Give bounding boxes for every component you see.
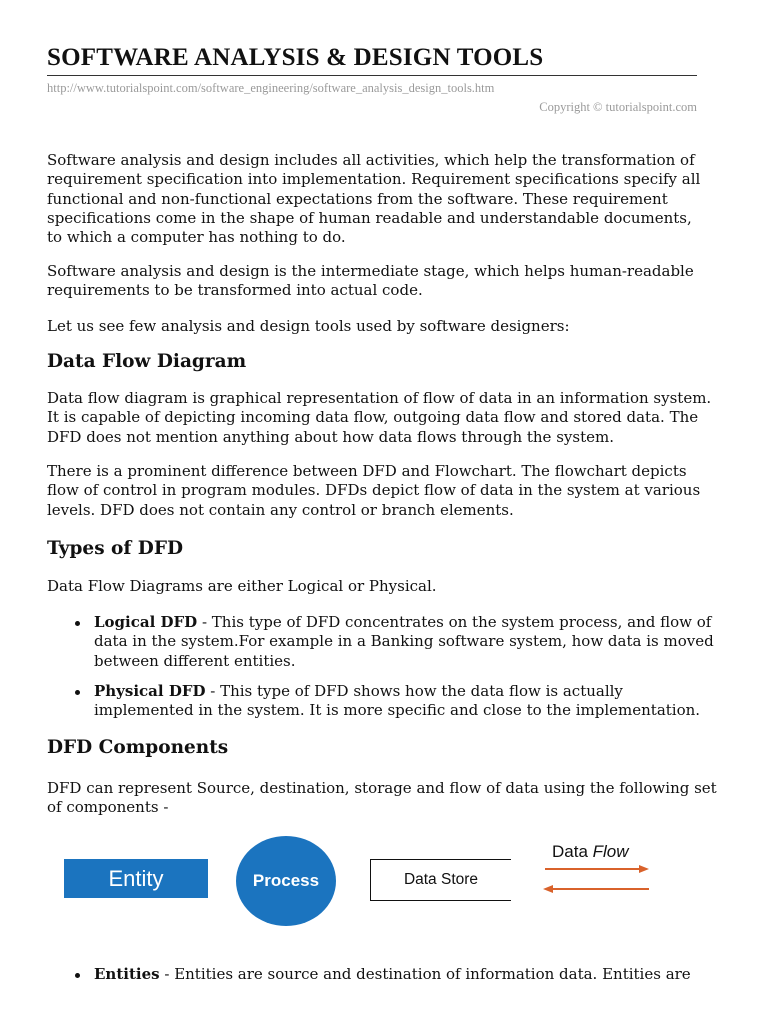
text-line: levels. DFD does not contain any control or branch elements. [47,500,514,519]
intro-paragraph-2 [47,262,707,301]
left-arrowhead-icon [543,885,553,893]
section-heading-data-flow-diagram: Data Flow Diagram [47,351,247,372]
bullet-icon [75,973,80,978]
text-line: It is capable of depicting incoming data flow, outgoing data flow and stored data. The [47,408,699,427]
components-paragraph [47,779,717,818]
list-item-term: Logical DFD [94,613,198,631]
data-store-label: Data Store [403,871,479,888]
data-flow-label [552,842,629,862]
text-line: data in the system.For example in a Banking software system, how data is moved [94,632,714,651]
data-flow-arrows-icon [541,864,651,894]
data-flow-label-regular: Data [552,842,593,861]
section-heading-types-of-dfd: Types of DFD [47,538,184,559]
process-shape [236,836,336,926]
entity-shape [64,859,208,898]
text-line: Software analysis and design is the intermediate stage, which helps human-readable [47,262,694,280]
list-item-text: - This type of DFD shows how the data flow is actually [205,682,623,700]
source-url[interactable]: http://www.tutorialspoint.com/software_engineering/software_analysis_design_tools.htm [47,81,495,95]
text-line: to which a computer has nothing to do. [47,228,346,247]
text-line: There is a prominent difference between DFD and Flowchart. The flowchart depicts [47,462,687,480]
text-line: functional and non-functional expectations from the software. These requirement [47,189,668,208]
process-label: Process [252,871,320,890]
text-line: DFD does not mention anything about how data flows through the system. [47,427,614,446]
dfd-paragraph-2 [47,462,707,520]
text-line: Data Flow Diagrams are either Logical or Physical. [47,577,437,595]
intro-paragraph-1 [47,151,707,247]
text-line: Data flow diagram is graphical representation of flow of data in an information system. [47,389,712,407]
list-item-term: Entities [94,965,160,983]
text-line: implemented in the system. It is more specific and close to the implementation. [94,701,701,720]
list-item-text: - This type of DFD concentrates on the system process, and flow of [197,613,712,631]
document-title: SOFTWARE ANALYSIS & DESIGN TOOLS [47,44,544,71]
intro-paragraph-3 [47,317,707,336]
entity-label: Entity [108,865,164,891]
dfd-paragraph-1 [47,389,712,447]
text-line: flow of control in program modules. DFDs depict flow of data in the system at various [47,481,701,500]
types-intro [47,577,707,596]
right-arrowhead-icon [639,865,649,873]
text-line: specifications come in the shape of human readable and understandable documents, [47,208,692,227]
text-line: requirement specification into implementation. Requirement specifications specify all [47,170,701,189]
data-store-shape [370,859,511,901]
bullet-icon [75,621,80,626]
list-item-text: - Entities are source and destination of information data. Entities are [159,965,691,983]
dfd-components-figure [47,836,697,936]
list-item-term: Physical DFD [94,682,206,700]
text-line: Let us see few analysis and design tools used by software designers: [47,317,570,335]
bullet-icon [75,690,80,695]
text-line: of components - [47,798,169,817]
copyright-notice: Copyright © tutorialspoint.com [539,100,697,114]
text-line: requirements to be transformed into actual code. [47,281,423,300]
text-line: Software analysis and design includes all activities, which help the transformation of [47,151,695,169]
text-line: between different entities. [94,651,296,670]
title-divider [47,75,697,76]
data-flow-label-italic: Flow [592,842,629,861]
section-heading-dfd-components: DFD Components [47,737,229,758]
text-line: DFD can represent Source, destination, storage and flow of data using the following set [47,779,717,797]
